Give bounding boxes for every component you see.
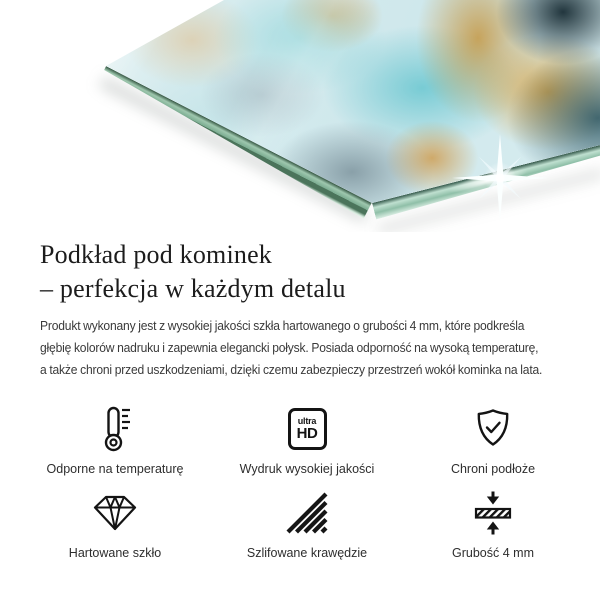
feature-thickness [424,489,562,560]
feature-label: Odporne na temperaturę [46,462,184,476]
description-line: głębię kolorów nadruku i zapewnia elegancki połysk. Posiada odporność na wysoką temperaturę, [40,340,539,355]
diamond-icon [92,489,138,537]
feature-label: Grubość 4 mm [452,546,534,560]
page-title-line2: – perfekcja w każdym detalu [40,274,346,303]
product-description [40,315,559,381]
product-image [0,0,600,232]
feature-print-quality [190,405,424,476]
thickness-icon [473,489,513,537]
feature-tempered-glass [40,489,190,560]
polished-edges-icon [285,489,329,537]
feature-polished-edges [190,489,424,560]
ultra-hd-icon [288,405,327,453]
page-title [40,238,560,306]
ultra-hd-icon-text-bottom: HD [296,425,318,442]
feature-temperature-resistant [40,405,190,476]
feature-label: Szlifowane krawędzie [246,546,368,560]
feature-label: Chroni podłoże [450,462,536,476]
feature-label: Hartowane szkło [68,546,162,560]
description-line: Produkt wykonany jest z wysokiej jakości szkła hartowanego o grubości 4 mm, które podkreśla [40,318,525,333]
feature-label: Wydruk wysokiej jakości [239,462,375,476]
thermometer-icon [98,405,132,453]
features-grid [40,405,562,560]
description-line: a także chroni przed uszkodzeniami, dzięki czemu zabezpieczy przestrzeń wokół kominka na lata. [40,362,543,377]
feature-protects-floor [424,405,562,476]
shield-check-icon [473,405,513,453]
content-section [0,238,600,560]
ultra-hd-icon-text-top: ultra [297,416,317,426]
page-title-line1: Podkład pod kominek [40,240,273,269]
